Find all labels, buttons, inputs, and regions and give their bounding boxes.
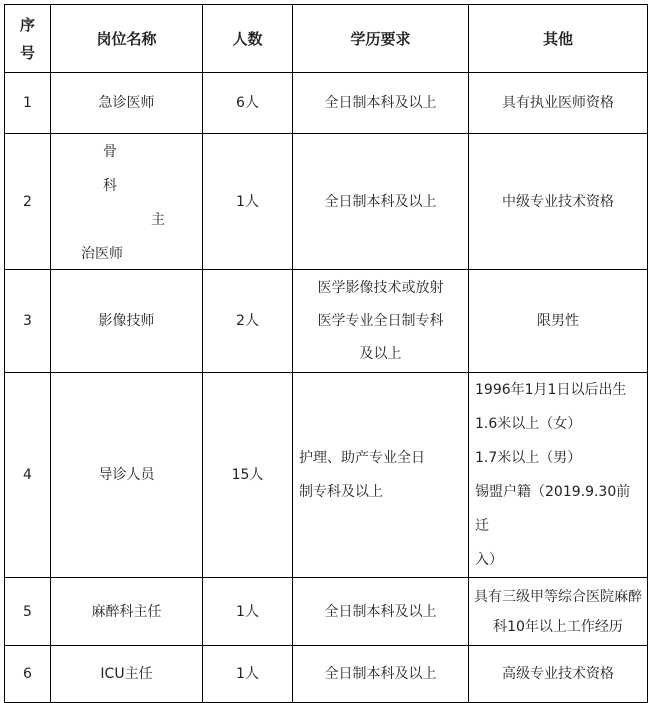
- cell-position: 影像技师: [51, 270, 203, 373]
- cell-seq: 5: [5, 578, 51, 646]
- cell-other: [469, 578, 648, 646]
- cell-count: 1人: [203, 134, 293, 270]
- table-row: [5, 578, 648, 646]
- recruitment-table: [4, 4, 648, 703]
- cell-position: ICU主任: [51, 646, 203, 703]
- cell-count: 2人: [203, 270, 293, 373]
- cell-position: 急诊医师: [51, 73, 203, 134]
- education-line: 制专科及以上: [299, 484, 383, 500]
- cell-seq: 2: [5, 134, 51, 270]
- cell-education: 全日制本科及以上: [293, 134, 469, 270]
- cell-education: [293, 373, 469, 578]
- cell-education: 全日制本科及以上: [293, 73, 469, 134]
- table-row: [5, 646, 648, 703]
- other-line: 科10年以上工作经历: [493, 618, 623, 635]
- other-line: 1.7米以上（男）: [475, 450, 582, 466]
- cell-count: 1人: [203, 646, 293, 703]
- position-char: 骨: [103, 144, 117, 160]
- recruitment-table-container: [4, 4, 648, 703]
- cell-position: [51, 134, 203, 270]
- header-position: 岗位名称: [51, 5, 203, 73]
- education-line: 医学专业全日制专科: [317, 312, 444, 329]
- header-other: 其他: [469, 5, 648, 73]
- cell-other: 中级专业技术资格: [469, 134, 648, 270]
- cell-seq: 1: [5, 73, 51, 134]
- position-char: 治医师: [81, 246, 123, 262]
- table-row: [5, 373, 648, 578]
- cell-other: [469, 373, 648, 578]
- header-count: 人数: [203, 5, 293, 73]
- table-row: [5, 73, 648, 134]
- other-line: 锡盟户籍（2019.9.30前迁: [475, 484, 631, 534]
- other-line: 1.6米以上（女）: [475, 416, 582, 432]
- cell-other: 高级专业技术资格: [469, 646, 648, 703]
- cell-education: 全日制本科及以上: [293, 646, 469, 703]
- header-seq: 序号: [5, 5, 51, 73]
- cell-education: [293, 270, 469, 373]
- cell-position: 导诊人员: [51, 373, 203, 578]
- cell-count: 6人: [203, 73, 293, 134]
- header-education: 学历要求: [293, 5, 469, 73]
- cell-position: 麻醉科主任: [51, 578, 203, 646]
- cell-seq: 4: [5, 373, 51, 578]
- education-line: 护理、助产专业全日: [299, 450, 425, 466]
- table-row: [5, 134, 648, 270]
- cell-count: 15人: [203, 373, 293, 578]
- education-line: 及以上: [359, 345, 402, 362]
- table-row: [5, 270, 648, 373]
- cell-other: 限男性: [469, 270, 648, 373]
- cell-seq: 6: [5, 646, 51, 703]
- position-char: 科: [103, 178, 117, 194]
- cell-count: 1人: [203, 578, 293, 646]
- position-char: 主: [151, 212, 165, 228]
- other-line: 具有三级甲等综合医院麻醉: [474, 588, 642, 605]
- education-line: 医学影像技术或放射: [317, 279, 444, 296]
- header-row: [5, 5, 648, 73]
- other-line: 1996年1月1日以后出生: [475, 382, 627, 398]
- cell-seq: 3: [5, 270, 51, 373]
- cell-education: 全日制本科及以上: [293, 578, 469, 646]
- other-line: 入）: [475, 552, 503, 568]
- cell-other: 具有执业医师资格: [469, 73, 648, 134]
